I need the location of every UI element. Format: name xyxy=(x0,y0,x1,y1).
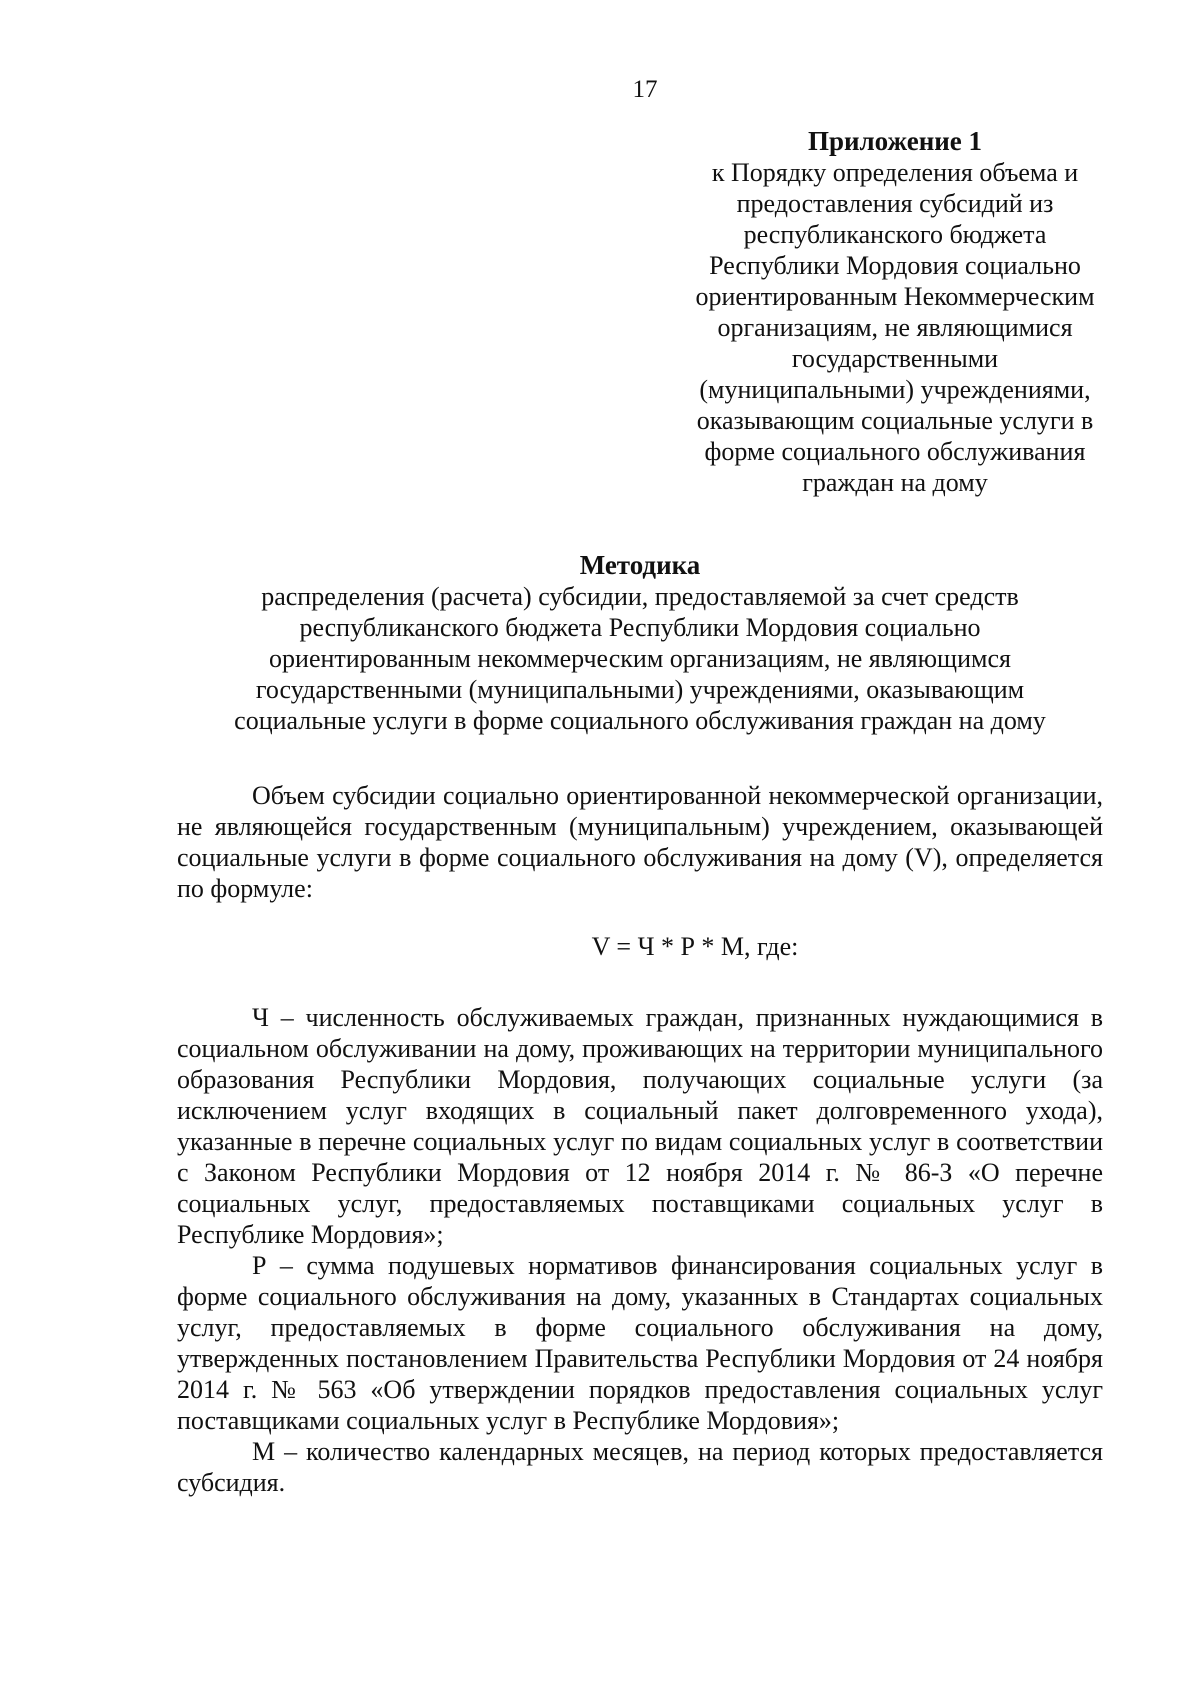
definition-ch: Ч – численность обслуживаемых граждан, признанных нуждающимися в социальном обслуживании на дому, проживающих на территории муниципального образования Республики Мордовия, получающих социальные услуги (за исключением услуг входящих в социальный пакет долговременного ухода), указанные в перечне социальных услуг по видам социальных услуг в соответствии с Законом Республики Мордовия от 12 ноября 2014 г. № 86-З «О перечне социальных услуг, предоставляемых поставщиками социальных услуг в Республике Мордовия»; xyxy=(177,1003,1103,1249)
appendix-header xyxy=(660,126,1130,498)
appendix-line: Республики Мордовия социально xyxy=(709,251,1081,280)
appendix-title: Приложение 1 xyxy=(807,126,983,156)
page-number: 17 xyxy=(632,76,658,103)
method-subtitle-line: социальные услуги в форме социального обслуживания граждан на дому xyxy=(234,706,1046,735)
appendix-line: предоставления субсидий из xyxy=(736,189,1054,218)
appendix-line: граждан на дому xyxy=(802,468,988,497)
method-title: Методика xyxy=(579,550,701,580)
appendix-line: к Порядку определения объема и xyxy=(711,158,1079,187)
appendix-line: оказывающим социальные услуги в xyxy=(696,406,1094,435)
method-subtitle-line: распределения (расчета) субсидии, предоставляемой за счет средств xyxy=(261,582,1019,611)
document-body xyxy=(177,780,1103,1498)
appendix-line: форме социального обслуживания xyxy=(704,437,1086,466)
method-subtitle-line: государственными (муниципальными) учреждениями, оказывающим xyxy=(255,675,1025,704)
appendix-line: (муниципальными) учреждениями, xyxy=(699,375,1091,404)
formula: V = Ч * Р * М, где: xyxy=(591,932,799,961)
appendix-line: государственными xyxy=(791,344,999,373)
appendix-line: ориентированным Некоммерческим xyxy=(695,282,1095,311)
intro-paragraph: Объем субсидии социально ориентированной некоммерческой организации, не являющейся государственным (муниципальным) учреждением, оказывающей социальные услуги в форме социального обслуживания на дому (V), определяется по формуле: xyxy=(177,781,1103,903)
definition-r: Р – сумма подушевых нормативов финансирования социальных услуг в форме социального обслуживания на дому, указанных в Стандартах социальных услуг, предоставляемых в форме социального обслуживания на дому, утвержденных постановлением Правительства Республики Мордовия от 24 ноября 2014 г. № 563 «Об утверждении порядков предоставления социальных услуг поставщиками социальных услуг в Республике Мордовия»; xyxy=(177,1251,1103,1435)
method-subtitle-line: ориентированным некоммерческим организациям, не являющимся xyxy=(269,644,1011,673)
definition-m: М – количество календарных месяцев, на период которых предоставляется субсидия. xyxy=(177,1437,1103,1497)
appendix-line: республиканского бюджета xyxy=(743,220,1047,249)
method-subtitle-line: республиканского бюджета Республики Мордовия социально xyxy=(299,613,981,642)
method-heading xyxy=(175,550,1105,736)
appendix-line: организациям, не являющимися xyxy=(717,313,1073,342)
